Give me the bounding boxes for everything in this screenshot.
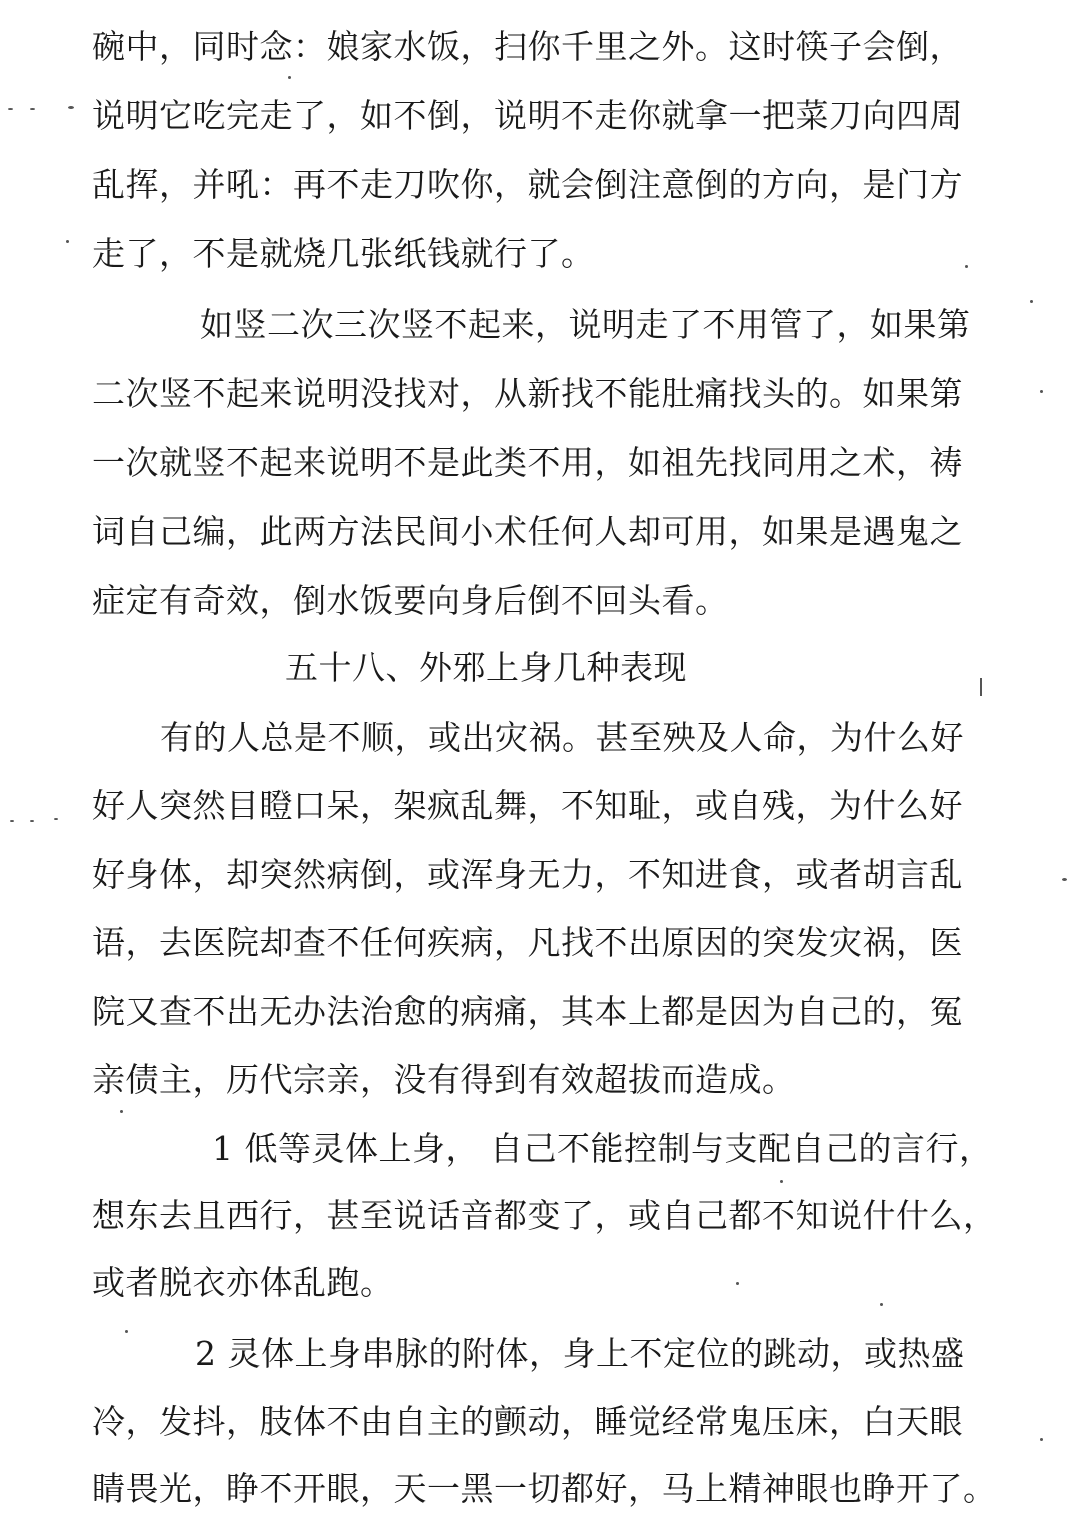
scan-speck xyxy=(980,678,982,696)
text-line-18: 想东去且西行，甚至说话音都变了，或自己都不知说什什么， xyxy=(92,1196,997,1235)
scan-speck xyxy=(1062,878,1067,881)
text-line-14: 语，去医院却查不任何疾病，凡找不出原因的突发灾祸，医 xyxy=(92,923,963,962)
text-line-8: 词自己编，此两方法民间小术任何人却可用，如果是遇鬼之 xyxy=(92,512,963,551)
scan-speck xyxy=(30,820,34,822)
scan-speck xyxy=(66,240,69,243)
text-line-15: 院又查不出无办法治愈的病痛，其本上都是因为自己的，冤 xyxy=(92,992,963,1031)
scan-speck xyxy=(8,108,13,110)
scan-speck xyxy=(1040,390,1043,393)
scan-speck xyxy=(1040,1438,1043,1441)
scan-speck xyxy=(10,820,14,822)
scan-speck xyxy=(30,108,35,110)
scan-speck xyxy=(780,1180,783,1183)
text-line-3: 乱挥，并吼：再不走刀吹你，就会倒注意倒的方向，是门方 xyxy=(92,165,963,204)
text-line-21: 冷，发抖，肢体不由自主的颤动，睡觉经常鬼压床，白天眼 xyxy=(92,1402,963,1441)
text-line-4: 走了，不是就烧几张纸钱就行了。 xyxy=(92,234,595,273)
scan-speck xyxy=(288,76,291,79)
text-line-13: 好身体，却突然病倒，或浑身无力，不知进食，或者胡言乱 xyxy=(92,855,963,894)
text-line-7: 一次就竖不起来说明不是此类不用，如祖先找同用之术，祷 xyxy=(92,443,963,482)
scan-speck xyxy=(120,1110,123,1113)
text-line-9: 症定有奇效，倒水饭要向身后倒不回头看。 xyxy=(92,581,729,620)
text-line-19: 或者脱衣亦体乱跑。 xyxy=(92,1263,394,1302)
scan-speck xyxy=(54,818,58,820)
text-line-12: 好人突然目瞪口呆，架疯乱舞，不知耻，或自残，为什么好 xyxy=(92,786,963,825)
scan-speck xyxy=(736,1282,739,1285)
text-line-5: 如竖二次三次竖不起来，说明走了不用管了，如果第 xyxy=(200,305,971,344)
scan-speck xyxy=(1030,300,1033,303)
text-line-22: 睛畏光，睁不开眼，天一黑一切都好，马上精神眼也睁开了。 xyxy=(92,1469,997,1508)
scan-speck xyxy=(68,106,74,109)
text-line-2: 说明它吃完走了，如不倒，说明不走你就拿一把菜刀向四周 xyxy=(92,96,963,135)
text-line-16: 亲债主，历代宗亲，没有得到有效超拔而造成。 xyxy=(92,1060,796,1099)
text-line-20: 2 灵体上身串脉的附体，身上不定位的跳动，或热盛 xyxy=(195,1334,965,1373)
section-heading: 五十八、外邪上身几种表现 xyxy=(285,648,687,687)
text-line-1: 碗中，同时念：娘家水饭，扫你千里之外。这时筷子会倒， xyxy=(92,27,963,66)
scan-speck xyxy=(965,265,968,268)
scan-speck xyxy=(125,1330,128,1333)
text-line-11: 有的人总是不顺，或出灾祸。甚至殃及人命，为什么好 xyxy=(160,718,964,757)
text-line-17: 1 低等灵体上身， 自己不能控制与支配自己的言行， xyxy=(212,1129,993,1168)
text-line-6: 二次竖不起来说明没找对，从新找不能肚痛找头的。如果第 xyxy=(92,374,963,413)
scan-speck xyxy=(880,1303,883,1306)
